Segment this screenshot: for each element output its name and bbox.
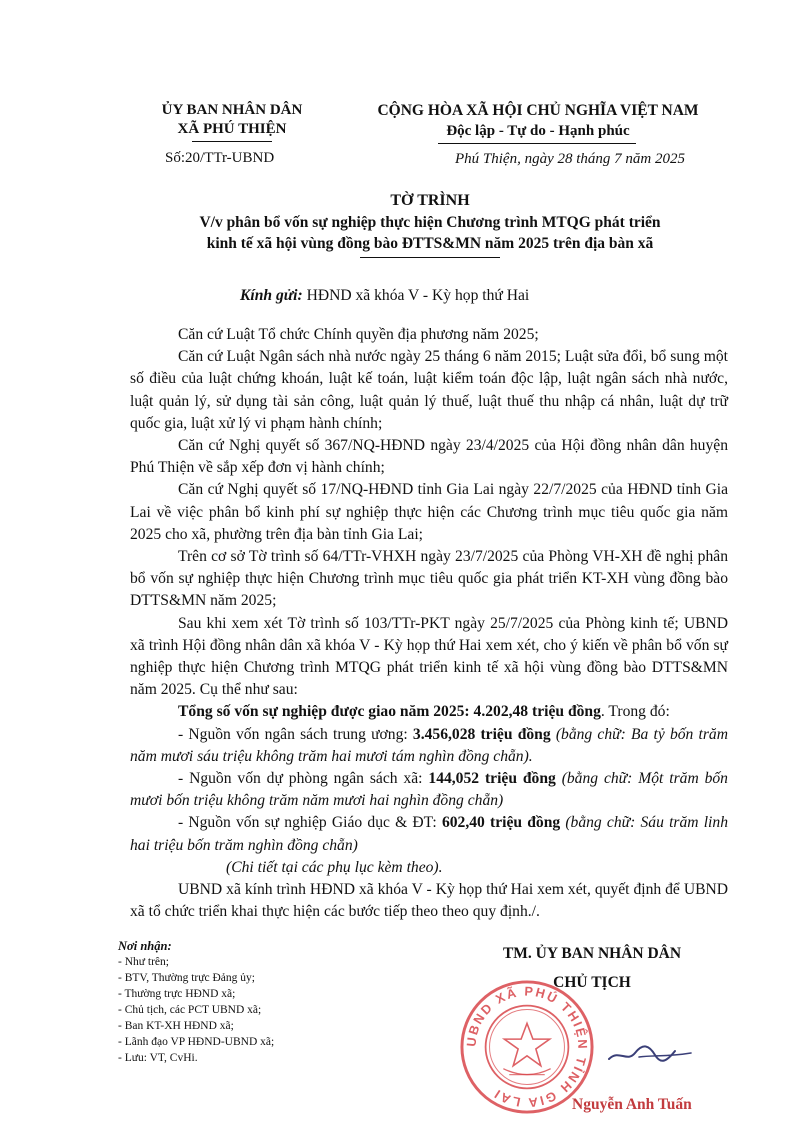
total-funding-paragraph xyxy=(130,701,728,723)
basis-paragraph-4: Căn cứ Nghị quyết số 17/NQ-HĐND tỉnh Gia Lai ngày 22/7/2025 của HĐND tỉnh Gia Lai về việc phân bổ kinh phí sự nghiệp thực hiện các Chương trình mục tiêu quốc gia năm 2025 cho xã, phường trên địa bàn tỉnh Gia Lai; xyxy=(130,481,728,543)
recipient-item: - Thường trực HĐND xã; xyxy=(118,988,236,1000)
basis-paragraph-6: Sau khi xem xét Tờ trình số 103/TTr-PKT ngày 25/7/2025 của Phòng kinh tế; UBND xã trình Hội đồng nhân dân xã khóa V - Kỳ họp thứ Hai xem xét, cho ý kiến về phân bổ vốn sự nghiệp thực hiện Chương trình MTQG phát triển kinh tế xã hội vùng đồng bào DTTS&MN năm 2025. Cụ thể như sau: xyxy=(130,614,728,699)
subject-underline xyxy=(360,257,500,258)
handwritten-signature-icon xyxy=(605,1035,695,1069)
recipient-value: HĐND xã khóa V - Kỳ họp thứ Hai xyxy=(306,287,530,304)
basis-paragraph-3: Căn cứ Nghị quyết số 367/NQ-HĐND ngày 23/4/2025 của Hội đồng nhân dân huyện Phú Thiện về sắp xếp đơn vị hành chính; xyxy=(130,437,728,477)
total-funding-amount: Tổng số vốn sự nghiệp được giao năm 2025: 4.202,48 triệu đồng xyxy=(178,703,601,721)
appendix-note: (Chi tiết tại các phụ lục kèm theo). xyxy=(226,858,443,876)
recipient-item: - Chủ tịch, các PCT UBND xã; xyxy=(118,1004,262,1016)
basis-paragraph-1: Căn cứ Luật Tổ chức Chính quyền địa phương năm 2025; xyxy=(178,326,539,343)
org-underline xyxy=(192,141,272,142)
national-title: CỘNG HÒA XÃ HỘI CHỦ NGHĨA VIỆT NAM xyxy=(377,102,699,119)
closing-paragraph: UBND xã kính trình HĐND xã khóa V - Kỳ họp thứ Hai xem xét, quyết định để UBND xã tổ chức triển khai thực hiện các bước tiếp theo theo quy định./. xyxy=(130,881,728,921)
motto-underline xyxy=(438,143,636,144)
funding-item-label: - Nguồn vốn ngân sách trung ương: xyxy=(178,725,413,743)
signer-name: Nguyễn Anh Tuấn xyxy=(572,1096,692,1113)
funding-item-amount: 144,052 triệu đồng xyxy=(428,770,556,788)
funding-item-education xyxy=(130,812,728,856)
recipient-item: - Như trên; xyxy=(118,956,169,968)
basis-paragraph-2: Căn cứ Luật Ngân sách nhà nước ngày 25 tháng 6 năm 2015; Luật sửa đổi, bổ sung một số điều của luật chứng khoán, luật kế toán, luật kiểm toán độc lập, luật ngân sách nhà nước, luật quản lý, sử dụng tài sản công, luật quản lý thuế, luật thuế thu nhập cá nhân, luật dự trữ quốc gia, luật xử lý vi phạm hành chính; xyxy=(130,348,728,432)
funding-item-central xyxy=(130,724,728,768)
document-body xyxy=(130,324,728,923)
svg-text:UBND XÃ PHÚ THIỆN TỈNH GIA LAI: UBND XÃ PHÚ THIỆN TỈNH GIA LAI xyxy=(463,983,591,1111)
funding-item-amount: 3.456,028 triệu đồng xyxy=(412,725,551,743)
subject-line-2: kinh tế xã hội vùng đồng bào ĐTTS&MN năm 2025 trên địa bàn xã xyxy=(206,235,654,252)
subject-line-1: V/v phân bổ vốn sự nghiệp thực hiện Chương trình MTQG phát triển xyxy=(199,214,661,231)
national-motto: Độc lập - Tự do - Hạnh phúc xyxy=(446,123,630,139)
document-type: TỜ TRÌNH xyxy=(390,192,470,209)
funding-item-reserve xyxy=(130,768,728,812)
org-name-line2: XÃ PHÚ THIỆN xyxy=(177,121,287,137)
recipient-item: - Lưu: VT, CvHi. xyxy=(118,1052,198,1064)
total-funding-rest: . Trong đó: xyxy=(600,703,670,721)
funding-item-words: (bằng chữ: Sáu trăm linh hai triệu bốn trăm nghìn đồng chẵn) xyxy=(130,814,728,854)
signature-on-behalf: TM. ỦY BAN NHÂN DÂN xyxy=(502,945,682,962)
funding-item-words: (bằng chữ: Một trăm bốn mươi bốn triệu không trăm năm mươi hai nghìn đồng chẵn) xyxy=(130,770,728,810)
signature-position: CHỦ TỊCH xyxy=(553,974,631,991)
recipient-line xyxy=(240,287,529,305)
recipients-heading: Nơi nhận: xyxy=(118,939,172,953)
recipient-item: - Lãnh đạo VP HĐND-UBND xã; xyxy=(118,1036,275,1048)
recipient-item: - Ban KT-XH HĐND xã; xyxy=(118,1020,234,1032)
recipient-item: - BTV, Thường trực Đảng ủy; xyxy=(118,972,255,984)
funding-item-amount: 602,40 triệu đồng xyxy=(441,814,561,832)
funding-item-label: - Nguồn vốn dự phòng ngân sách xã: xyxy=(178,770,429,788)
funding-item-words: (bằng chữ: Ba tỷ bốn trăm năm mươi sáu triệu không trăm hai mươi tám nghìn đồng chẵn). xyxy=(130,725,728,765)
recipient-label: Kính gửi: xyxy=(240,287,303,304)
funding-item-label: - Nguồn vốn sự nghiệp Giáo dục & ĐT: xyxy=(178,814,442,832)
org-name-line1: ỦY BAN NHÂN DÂN xyxy=(161,102,303,118)
document-number: Số:20/TTr-UBND xyxy=(165,150,275,166)
place-and-date: Phú Thiện, ngày 28 tháng 7 năm 2025 xyxy=(455,151,685,167)
basis-paragraph-5: Trên cơ sở Tờ trình số 64/TTr-VHXH ngày 23/7/2025 của Phòng VH-XH đề nghị phân bổ vốn sự nghiệp thực hiện Chương trình mục tiêu quốc gia phát triển KT-XH vùng đồng bào DTTS&MN năm 2025; xyxy=(130,548,728,610)
recipients-list xyxy=(118,938,378,1066)
